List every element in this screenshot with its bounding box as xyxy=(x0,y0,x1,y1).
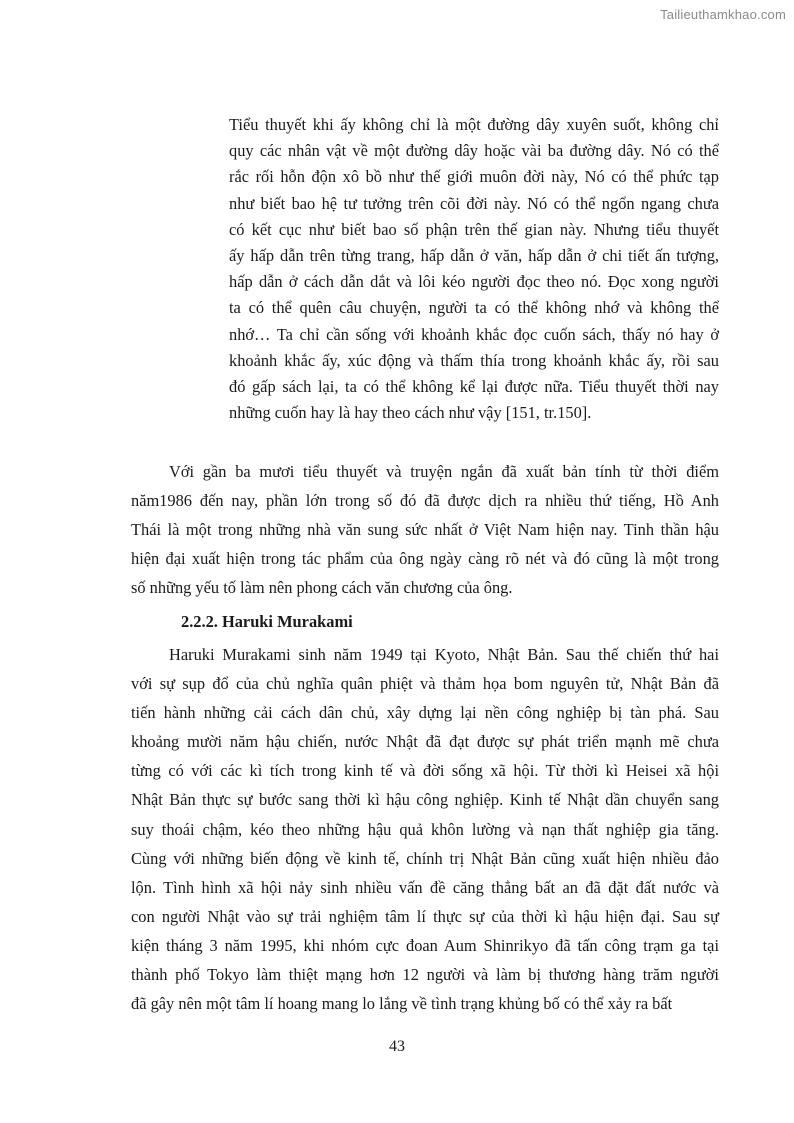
text-line: từng có với các kì tích trong kinh tế và đời sống xã hội. Từ thời kì Heisei xã hội xyxy=(131,761,719,781)
text-line: quy các nhân vật về một đường dây hoặc vài ba đường dây. Nó có thể xyxy=(229,141,719,161)
text-line: với sự sụp đổ của chủ nghĩa quân phiệt và thảm họa bom nguyên tử, Nhật Bản đã xyxy=(131,674,719,694)
text-line: Với gần ba mươi tiểu thuyết và truyện ngắn đã xuất bản tính từ thời điểm xyxy=(169,462,719,481)
text-line: Haruki Murakami sinh năm 1949 tại Kyoto, Nhật Bản. Sau thế chiến thứ hai xyxy=(169,645,719,664)
text-line: hiện đại xuất hiện trong tác phẩm của ông ngày càng rõ nét và đó cũng là một trong xyxy=(131,549,719,569)
paragraph-ho-anh-thai xyxy=(131,457,719,602)
block-quote xyxy=(229,112,719,426)
text-line: thành phố Tokyo làm thiệt mạng hơn 12 người và làm bị thương hàng trăm người xyxy=(131,965,719,985)
page-number: 43 xyxy=(389,1038,405,1055)
text-line: ta có thể quên câu chuyện, người ta có thể không nhớ và không thể xyxy=(229,298,719,318)
section-heading: 2.2.2. Haruki Murakami xyxy=(181,612,353,631)
text-line: rắc rối hỗn độn xô bồ như thế giới muôn đời này, Nó có thể phức tạp xyxy=(229,167,719,187)
text-line: kiện tháng 3 năm 1995, khi nhóm cực đoan Aum Shinrikyo đã tấn công trạm ga tại xyxy=(131,935,719,955)
text-line: số những yếu tố làm nên phong cách văn chương của ông. xyxy=(131,578,513,598)
text-line: Nhật Bản thực sự bước sang thời kì hậu công nghiệp. Kinh tế Nhật dần chuyển sang xyxy=(131,790,719,810)
text-line: khoảnh khắc ấy, xúc động và thấm thía trong khoảnh khắc ấy, rồi sau xyxy=(229,350,719,370)
text-line: suy thoái chậm, kéo theo những hậu quả khôn lường và nạn thất nghiệp gia tăng. xyxy=(131,819,719,839)
text-line: Thái là một trong những nhà văn sung sức nhất ở Việt Nam hiện nay. Tinh thần hậu xyxy=(131,520,719,540)
text-line: Cùng với những biến động về kinh tế, chính trị Nhật Bản cũng xuất hiện nhiều đảo xyxy=(131,848,719,868)
text-line: đó gấp sách lại, ta có thể không kể lại được nữa. Tiểu thuyết thời nay xyxy=(229,376,719,396)
text-line: con người Nhật vào sự trải nghiệm tâm lí thực sự của thời kì hậu hiện đại. Sau sự xyxy=(131,906,719,926)
text-line: đã gây nên một tâm lí hoang mang lo lắng về tình trạng khủng bố có thể xảy ra bất xyxy=(131,994,673,1014)
text-line: hấp dẫn ở cách dẫn dắt và lôi kéo người đọc theo nó. Đọc xong người xyxy=(229,272,719,292)
text-line: lộn. Tình hình xã hội nảy sinh nhiều vấn đề căng thẳng bất an đã đặt đất nước và xyxy=(131,877,719,897)
text-line: ấy hấp dẫn trên từng trang, hấp dẫn ở văn, hấp dẫn ở chi tiết ấn tượng, xyxy=(229,245,719,265)
watermark: Tailieuthamkhao.com xyxy=(660,7,786,22)
text-line: năm1986 đến nay, phần lớn trong số đó đã được dịch ra nhiều thứ tiếng, Hồ Anh xyxy=(131,491,719,511)
text-line: Tiểu thuyết khi ấy không chỉ là một đường dây xuyên suốt, không chỉ xyxy=(229,115,719,134)
text-line: tiến hành những cải cách dân chủ, xây dựng lại nền công nghiệp bị tàn phá. Sau xyxy=(131,703,719,723)
text-line: khoảng mười năm hậu chiến, nước Nhật đã đạt được sự phát triển mạnh mẽ chưa xyxy=(131,732,719,752)
text-line: nhớ… Ta chỉ cần sống với khoảnh khắc đọc cuốn sách, thấy nó hay ở xyxy=(229,324,719,344)
text-line: những cuốn hay là hay theo cách như vậy [151, tr.150]. xyxy=(229,403,592,423)
paragraph-haruki-murakami xyxy=(131,640,719,1018)
text-line: như biết bao hệ tư tưởng trên cõi đời này. Nó có thể ngổn ngang chưa xyxy=(229,193,719,213)
text-line: có kết cục như biết bao số phận trên thế gian này. Nhưng tiểu thuyết xyxy=(229,219,719,239)
